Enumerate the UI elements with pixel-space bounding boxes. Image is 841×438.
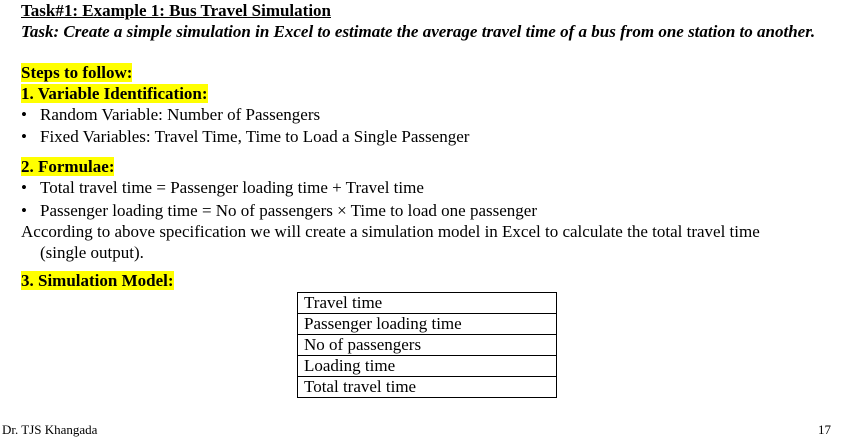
paragraph-line-2: (single output). bbox=[40, 243, 144, 262]
bullet-text: Passenger loading time = No of passengers × Time to load one passenger bbox=[40, 201, 537, 220]
footer-page-number: 17 bbox=[818, 422, 831, 437]
bullet-icon: • bbox=[21, 178, 27, 197]
table-row bbox=[298, 356, 557, 377]
table-cell: No of passengers bbox=[298, 335, 557, 356]
table-row bbox=[298, 314, 557, 335]
bullet-text: Total travel time = Passenger loading time + Travel time bbox=[40, 178, 424, 197]
paragraph-line-1: According to above specification we will create a simulation model in Excel to calculate the total travel time bbox=[21, 222, 760, 241]
table-cell: Total travel time bbox=[298, 377, 557, 398]
table-row bbox=[298, 377, 557, 398]
section-heading-variable-identification bbox=[21, 84, 208, 104]
bullet-item bbox=[21, 178, 424, 198]
table-cell: Travel time bbox=[298, 293, 557, 314]
table-cell: Loading time bbox=[298, 356, 557, 377]
document-title: Task#1: Example 1: Bus Travel Simulation bbox=[21, 1, 331, 20]
steps-heading bbox=[21, 63, 132, 83]
bullet-text: Random Variable: Number of Passengers bbox=[40, 105, 321, 124]
bullet-item bbox=[21, 127, 469, 147]
footer-author: Dr. TJS Khangada bbox=[2, 422, 98, 437]
table-row bbox=[298, 293, 557, 314]
bullet-item bbox=[21, 105, 320, 125]
section2-heading-text: 2. Formulae: bbox=[21, 157, 115, 176]
section1-heading-text: 1. Variable Identification: bbox=[21, 84, 208, 103]
table-row bbox=[298, 335, 557, 356]
bullet-text: Fixed Variables: Travel Time, Time to Load a Single Passenger bbox=[40, 127, 470, 146]
bullet-icon: • bbox=[21, 105, 27, 124]
section3-heading-text: 3. Simulation Model: bbox=[21, 271, 174, 290]
section-heading-formulae bbox=[21, 157, 114, 177]
bullet-item bbox=[21, 201, 537, 221]
bullet-icon: • bbox=[21, 127, 27, 146]
simulation-model-table bbox=[297, 292, 557, 398]
table-cell: Passenger loading time bbox=[298, 314, 557, 335]
specification-paragraph bbox=[21, 221, 831, 263]
task-description: Task: Create a simple simulation in Excel to estimate the average travel time of a bus from one station to another. bbox=[21, 22, 816, 41]
bullet-icon: • bbox=[21, 201, 27, 220]
steps-heading-text: Steps to follow: bbox=[21, 63, 133, 82]
section-heading-simulation-model bbox=[21, 271, 174, 291]
